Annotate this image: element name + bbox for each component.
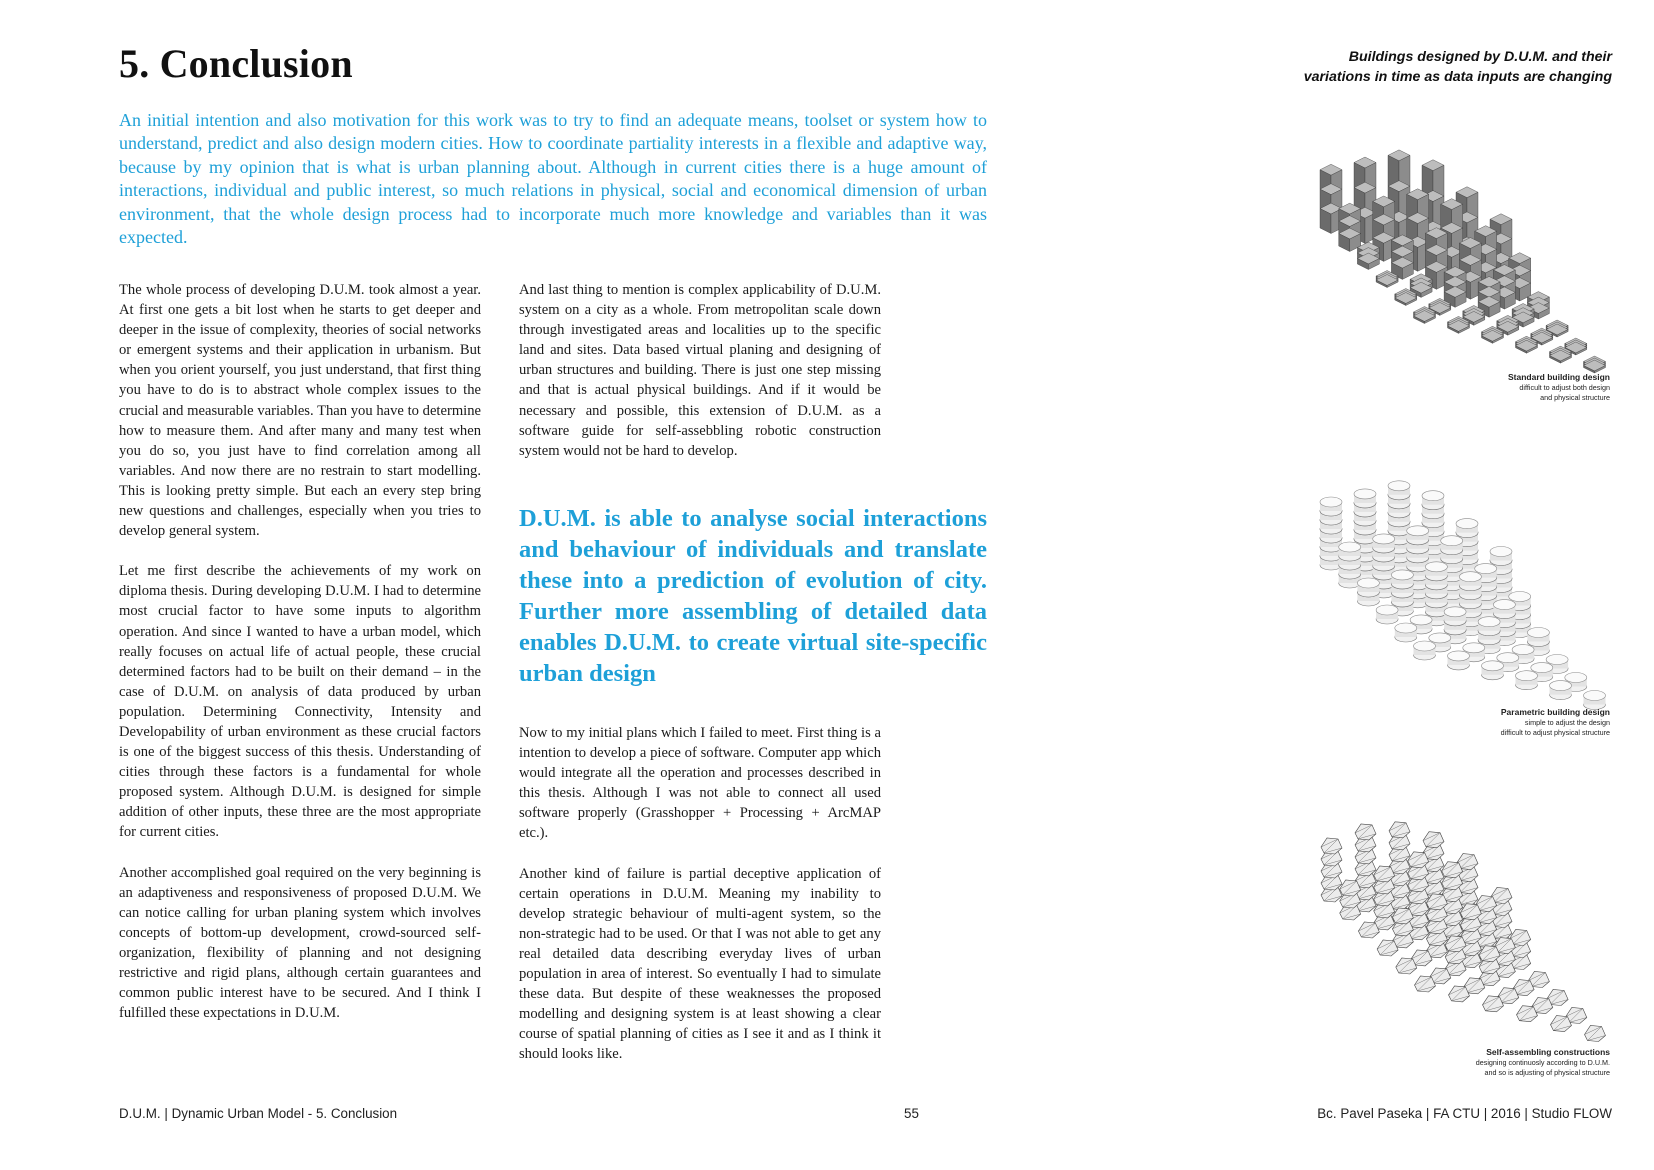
left-column xyxy=(119,280,481,1043)
figure-subtitle: designing continuosly according to D.U.M. xyxy=(1475,1058,1610,1067)
body-paragraph: Another kind of failure is partial deceptive application of certain operations in D.U.M. Meaning my inability to develop strategic behaviour of multi-agent system, so the non-strategic had to be used. Or that I was not able to get any real detailed data describing everyday lives of urban population in area of interest. So eventually I had to simulate these data. But despite of these weaknesses the proposed modelling and designing system is at least showing a clear course of spatial planning of cities as I see it and as I think it should looks like. xyxy=(519,865,881,1063)
figure-self-assembling xyxy=(1310,795,1620,1055)
figure-parametric-buildings xyxy=(1310,455,1620,725)
figure-caption xyxy=(1370,1047,1610,1077)
body-paragraph: The whole process of developing D.U.M. took almost a year. At first one gets a bit lost when he starts to get deeper and deeper in the issue of complexity, theories of social networks or emergent systems and their application in urbanism. But when you orient yourself, you just understand, that first thing you have to do is to abstract whole complex issues to the crucial and measurable variables. Than you have to determine how to measure them. And after many and many test when you do so, you just have to find correlation among all variables. And now there are no restrain to start modelling. This is looking pretty simple. But each an every step bring new questions and challenges, especially when you tries to develop general system. xyxy=(119,282,481,540)
self-assembling-icon xyxy=(1310,795,1620,1055)
page-number: 55 xyxy=(904,1106,919,1121)
figure-caption xyxy=(1370,707,1610,737)
intro-paragraph: An initial intention and also motivation for this work was to try to find an adequate means, toolset or system how to understand, predict and also design modern cities. How to coordinate partiality interests in a flexible and adaptive way, because by my opinion that is what is urban planning about. Although in current cities there is a huge amount of interactions, individual and public interest, so much relations in physical, social and economical dimension of urban environment, that the whole design process had to incorporate much more knowledge and variables than it was expected. xyxy=(119,110,987,248)
figure-title: Self-assembling constructions xyxy=(1486,1047,1610,1057)
body-paragraph: Now to my initial plans which I failed to meet. First thing is a intention to develop a piece of software. Computer app which would integrate all the operation and processes described in this thesis. Although I was not able to connect all used software properly (Grasshopper + Processing + ArcMAP etc.). xyxy=(519,725,881,842)
right-column-top xyxy=(519,280,881,481)
standard-buildings-icon xyxy=(1310,108,1620,388)
figure-title: Standard building design xyxy=(1508,372,1610,382)
footer-title: D.U.M. | Dynamic Urban Model - 5. Conclusion xyxy=(119,1106,398,1121)
figure-subtitle: difficult to adjust physical structure xyxy=(1500,727,1610,737)
figure-subtitle: and so is adjusting of physical structure xyxy=(1484,1067,1610,1077)
page-title: 5. Conclusion xyxy=(119,41,353,86)
body-paragraph: Let me first describe the achievements of my work on diploma thesis. During developing D.U.M. I had to determine most crucial factor to have some inputs to algorithm operation. And since I wanted to have a urban model, which really focuses on actual life of actual people, these crucial determined factors had to be built on their demand – in the case of D.U.M. on analysis of data produced by urban population. Determining Connectivity, Intensity and Developability of urban environment as these crucial factors is one of the biggest success of this thesis. Understanding of cities through these factors is a fundamental for whole proposed system. Although D.U.M. is designed for simple addition of other inputs, these three are the most appropriate for current cities. xyxy=(119,563,481,841)
figure-subtitle: and physical structure xyxy=(1540,392,1610,402)
figure-title: Parametric building design xyxy=(1500,707,1610,717)
parametric-buildings-icon xyxy=(1310,455,1620,725)
figure-subtitle: difficult to adjust both design xyxy=(1519,383,1610,392)
figure-caption xyxy=(1370,372,1610,402)
body-paragraph: And last thing to mention is complex applicability of D.U.M. system on a city as a whole. From metropolitan scale down through investigated areas and localities up to the specific land and sites. Data based virtual planing and designing of urban structures and building. There is just one step missing and that is actual physical buildings. And if it would be necessary and possible, this extension of D.U.M. as a software guide for self-assebbling robotic construction system would not be hard to develop. xyxy=(519,282,881,459)
body-paragraph: Another accomplished goal required on the very beginning is an adaptiveness and responsiveness of proposed D.U.M. We can notice calling for urban planing system which involves concepts of bottom-up development, crowd-sourced self-organization, flexibility of planning and not designing restrictive and rigid plans, although certain guarantees and common public interest have to be secured. And I think I fulfilled these expectations in D.U.M. xyxy=(119,864,481,1022)
figure-subtitle: simple to adjust the design xyxy=(1524,718,1610,727)
pull-quote: D.U.M. is able to analyse social interactions and behaviour of individuals and translate these into a prediction of evolution of city. Further more assembling of detailed data enables D.U.M. to create virtual site-specific urban design xyxy=(519,505,987,687)
right-column-bottom xyxy=(519,723,881,1085)
figure-standard-buildings xyxy=(1310,108,1620,388)
footer-author: Bc. Pavel Paseka | FA CTU | 2016 | Studio FLOW xyxy=(1317,1106,1612,1121)
sidebar-caption: Buildings designed by D.U.M. and their variations in time as data inputs are changing xyxy=(1303,49,1612,85)
